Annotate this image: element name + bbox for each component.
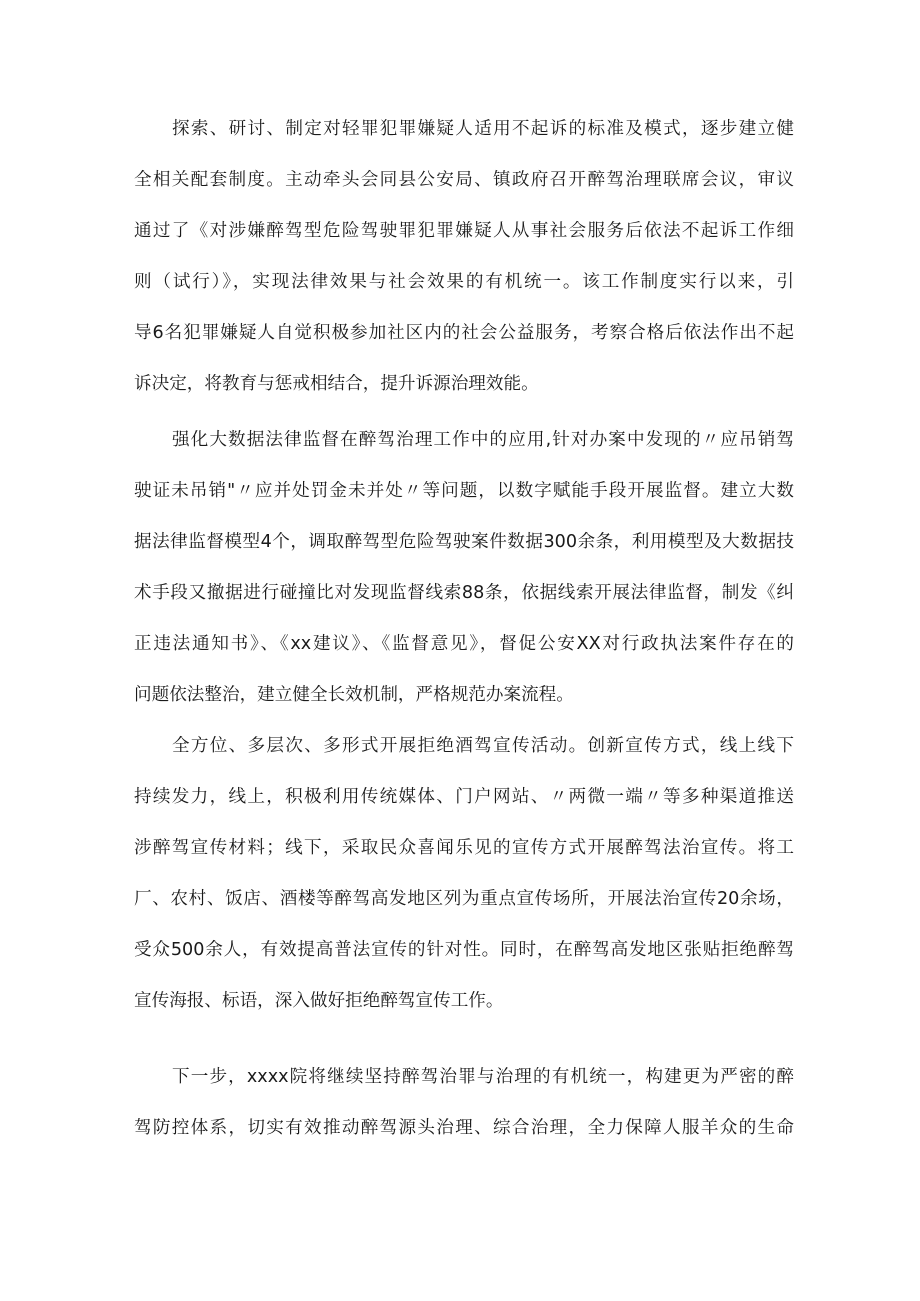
text-line: 术手段又撤据进行碰撞比对发现监督线索88条，依据线索开展法律监督，制发《纠: [134, 583, 794, 603]
text-line: 强化大数据法律监督在醉驾治理工作中的应用,针对办案中发现的〃应吊销驾: [172, 430, 794, 450]
text-line: 驶证未吊销"〃应并处罚金未并处〃等问题，以数字赋能手段开展监督。建立大数: [134, 481, 794, 501]
text-line: 受众500余人，有效提高普法宣传的针对性。同时，在醉驾高发地区张贴拒绝醉驾: [134, 940, 794, 960]
paragraph-3: [134, 721, 794, 1027]
text-line: 全相关配套制度。主动牵头会同县公安局、镇政府召开醉驾治理联席会议，审议: [134, 170, 794, 190]
text-line: 涉醉驾宣传材料；线下，采取民众喜闻乐见的宣传方式开展醉驾法治宣传。将工: [134, 838, 794, 858]
text-line: 正违法通知书》、《xx建议》、《监督意见》，督促公安XX对行政执法案件存在的: [134, 634, 794, 654]
text-line: 持续发力，线上，积极利用传统媒体、门户网站、〃两微一端〃等多种渠道推送: [134, 787, 794, 807]
text-line: 通过了《对涉嫌醉驾型危险驾驶罪犯罪嫌疑人从事社会服务后依法不起诉工作细: [134, 221, 794, 241]
text-line: 下一步，xxxx院将继续坚持醉驾治罪与治理的有机统一，构建更为严密的醉: [172, 1067, 794, 1087]
paragraph-1: [134, 104, 794, 410]
paragraph-4: [134, 1052, 794, 1154]
text-line: 全方位、多层次、多形式开展拒绝酒驾宣传活动。创新宣传方式，线上线下: [172, 736, 794, 756]
text-line: 厂、农村、饭店、酒楼等醉驾高发地区列为重点宣传场所，开展法治宣传20余场，: [134, 889, 794, 909]
text-line: 据法律监督模型4个，调取醉驾型危险驾驶案件数据300余条，利用模型及大数据技: [134, 532, 794, 552]
paragraph-2: [134, 415, 794, 721]
text-line: 则（试行）》，实现法律效果与社会效果的有机统一。该工作制度实行以来，引: [134, 272, 794, 292]
text-line: 导6名犯罪嫌疑人自觉积极参加社区内的社会公益服务，考察合格后依法作出不起: [134, 323, 794, 343]
text-line: 驾防控体系，切实有效推动醉驾源头治理、综合治理，全力保障人服羊众的生命: [134, 1118, 794, 1138]
text-line: 问题依法整治，建立健全长效机制，严格规范办案流程。: [134, 685, 574, 705]
text-line: 诉决定，将教育与惩戒相结合，提升诉源治理效能。: [134, 374, 539, 394]
text-line: 探索、研讨、制定对轻罪犯罪嫌疑人适用不起诉的标准及模式，逐步建立健: [172, 119, 794, 139]
text-line: 宣传海报、标语，深入做好拒绝醉驾宣传工作。: [134, 991, 504, 1011]
